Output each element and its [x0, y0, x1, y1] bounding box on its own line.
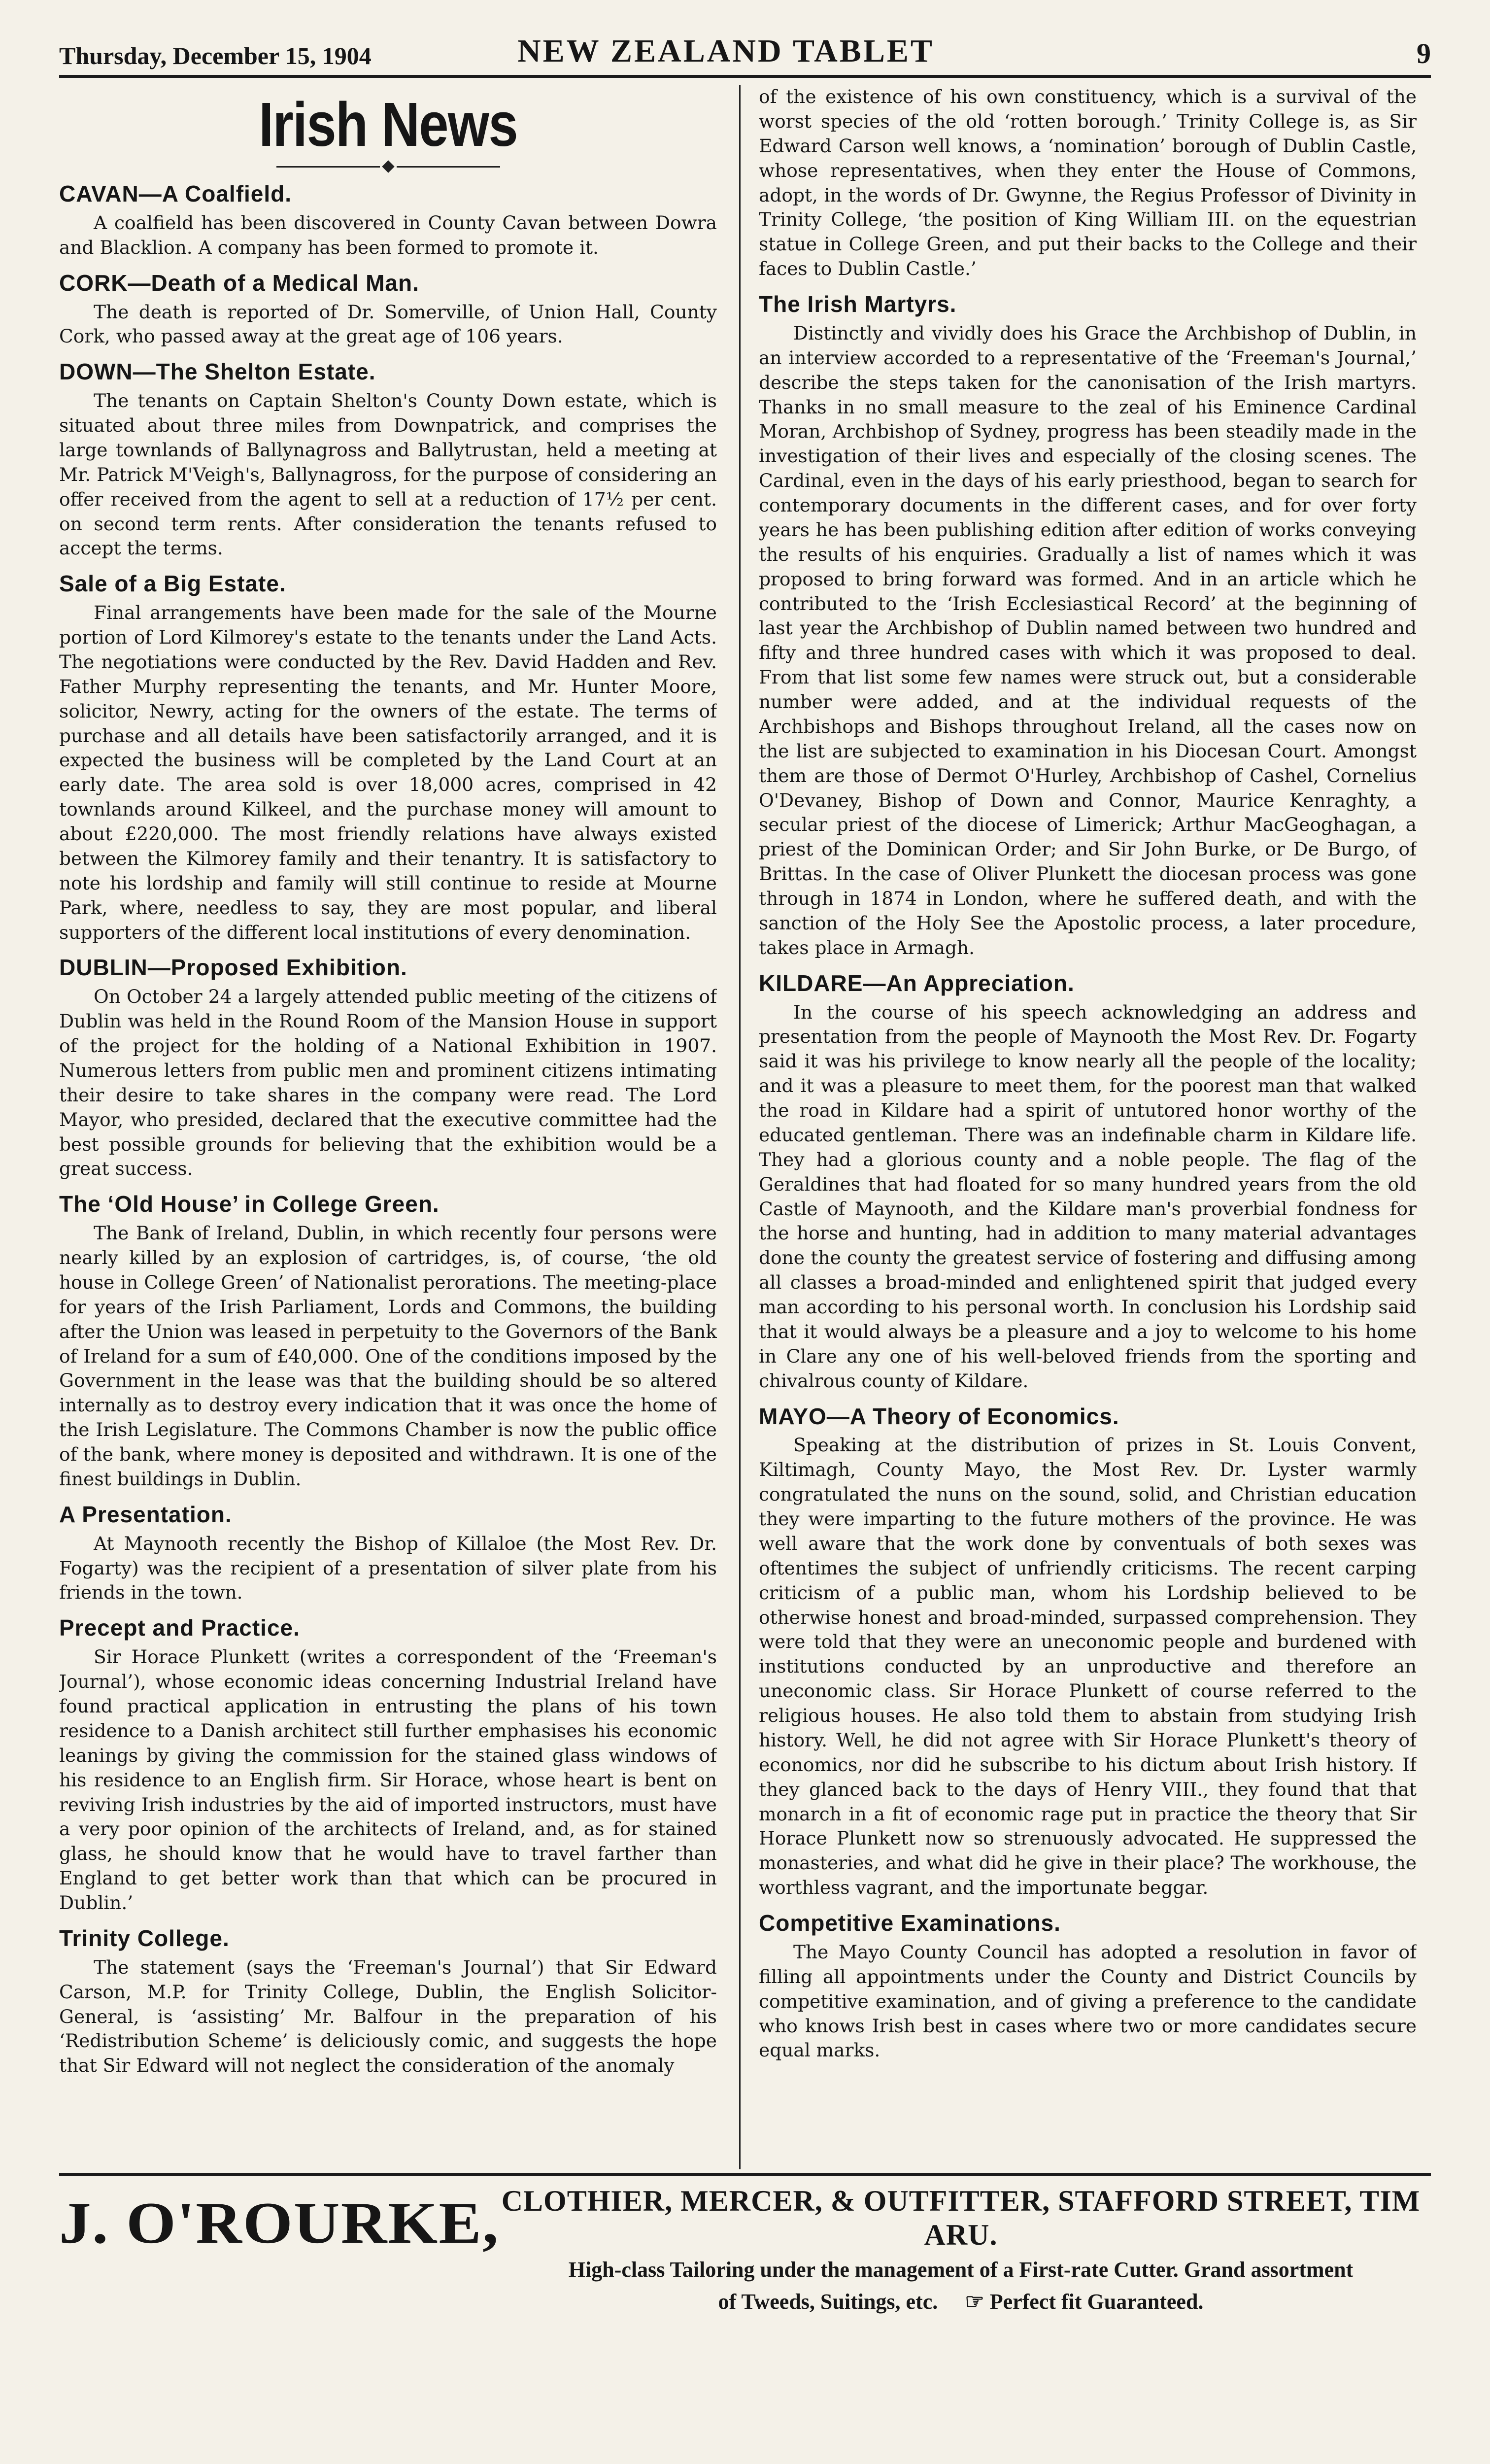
article-heading: DOWN—The Shelton Estate.: [59, 359, 376, 385]
newspaper-title: NEW ZEALAND TABLET: [517, 33, 934, 69]
issue-date: Thursday, December 15, 1904: [59, 42, 372, 69]
right-articles: [759, 85, 1417, 2063]
article-heading: MAYO—A Theory of Economics.: [759, 1403, 1119, 1429]
advert-line3-row: [493, 2287, 1429, 2316]
advert-line1: CLOTHIER, MERCER, & OUTFITTER, STAFFORD STREET, TIM ARU.: [501, 2185, 1421, 2251]
article-paragraph: of the existence of his own constituency, which is a survival of the worst species of the old ‘rotten borough.’ Trinity College is, as Sir Edward Carson well knows, a ‘nomination’ borough of Dublin Castle, whose representatives, when they enter the House of Commons, adopt, in the words of Dr. Gwynne, the Regius Professor of Divinity in Trinity College, ‘the position of King William III. on the equestrian statue in College Green, and put their backs to the College and their faces to Dublin Castle.’: [759, 86, 1417, 280]
section-title: Irish News: [259, 90, 517, 159]
article-paragraph: At Maynooth recently the Bishop of Killaloe (the Most Rev. Dr. Fogarty) was the recipient of a presentation of silver plate from his friends in the town.: [59, 1532, 717, 1604]
left-articles: [59, 181, 717, 2078]
advert-guarantee: Perfect fit Guaranteed.: [989, 2290, 1204, 2314]
advert-rule: [59, 2173, 1431, 2176]
article-paragraph: The death is reported of Dr. Somerville, of Union Hall, County Cork, who passed away at the great age of 106 years.: [59, 301, 717, 347]
article-paragraph: The tenants on Captain Shelton's County Down estate, which is situated about three miles from Downpatrick, and comprises the large townlands of Ballynagross and Ballytrustan, held a meeting at Mr. Patrick M'Veigh's, Ballynagross, for the purpose of considering an offer received from the agent to sell at a reduction of 17½ per cent. on second term rents. After consideration the tenants refused to accept the terms.: [59, 390, 717, 559]
left-column: [59, 85, 717, 2169]
article-paragraph: The statement (says the ‘Freeman's Journal’) that Sir Edward Carson, M.P. for Trinity College, Dublin, the English Solicitor-General, is ‘assisting’ Mr. Balfour in the preparation of his ‘Redistribution Scheme’ is deliciously comic, and suggests the hope that Sir Edward will not neglect the consideration of the anomaly: [59, 1956, 717, 2077]
article-paragraph: The Mayo County Council has adopted a resolution in favor of filling all appointments under the County and District Councils by competitive examination, and of giving a preference to the candidate who knows Irish best in cases where two or more candidates secure equal marks.: [759, 1941, 1417, 2061]
article-paragraph: On October 24 a largely attended public meeting of the citizens of Dublin was held in the Round Room of the Mansion House in support of the project for the holding of a National Exhibition in 1907. Numerous letters from public men and prominent citizens intimating their desire to take shares in the company were read. The Lord Mayor, who presided, declared that the executive committee had the best possible grounds for believing that the exhibition would be a great success.: [59, 986, 717, 1180]
article-heading: Competitive Examinations.: [759, 1910, 1061, 1936]
article-heading: Precept and Practice.: [59, 1615, 300, 1641]
masthead-rule: [59, 75, 1431, 78]
article-paragraph: A coalfield has been discovered in County Cavan between Dowra and Blacklion. A company has been formed to promote it.: [59, 211, 717, 258]
article-heading: Sale of a Big Estate.: [59, 571, 286, 597]
masthead: [59, 30, 1431, 70]
article-heading: DUBLIN—Proposed Exhibition.: [59, 955, 407, 981]
article-heading: KILDARE—An Appreciation.: [759, 970, 1075, 996]
article-heading: The Irish Martyrs.: [759, 291, 957, 317]
article-paragraph: Distinctly and vividly does his Grace the Archbishop of Dublin, in an interview accorded to a representative of the ‘Freeman's Journal,’ describe the steps taken for the canonisation of the Irish martyrs. Thanks in no small measure to the zeal of his Eminence Cardinal Moran, Archbishop of Sydney, progress has been steadily made in the investigation of their lives and especially of the closing scenes. The Cardinal, even in the days of his early priesthood, began to search for contemporary documents in the different cases, and for over forty years he has been publishing edition after edition of works conveying the results of his enquiries. Gradually a list of names which it was proposed to bring forward was formed. And in an article which he contributed to the ‘Irish Ecclesiastical Record’ at the beginning of last year the Archbishop of Dublin named between two hundred and fifty and three hundred cases with which it was proposed to deal. From that list some few names were struck out, but a considerable number were added, and at the individual requests of the Archbishops and Bishops throughout Ireland, all the cases now on the list are subjected to examination in his Diocesan Court. Amongst them are those of Dermot O'Hurley, Archbishop of Cashel, Cornelius O'Devaney, Bishop of Down and Connor, Maurice Kenraghty, a secular priest of the diocese of Limerick; Arthur MacGeoghagan, a priest of the Dominican Order; and Sir John Burke, or De Burgo, of Brittas. In the case of Oliver Plunkett the diocesan process was gone through in 1874 in London, where he suffered death, and with the sanction of the Holy See the Apostolic process, a later procedure, takes place in Armagh.: [759, 322, 1417, 958]
right-column: [759, 85, 1417, 2169]
article-heading: A Presentation.: [59, 1501, 232, 1527]
article-heading: CORK—Death of a Medical Man.: [59, 270, 419, 296]
article-paragraph: In the course of his speech acknowledging an address and presentation from the people of Maynooth the Most Rev. Dr. Fogarty said it was his privilege to know nearly all the people of the locality; and it was a pleasure to meet them, for the poorest man that walked the road in Kildare had a spirit of untutored honor worthy of the educated gentleman. There was an indefinable charm in Kildare life. They had a glorious county and a noble people. The flag of the Geraldines that had floated for so many hundred years from the old Castle of Maynooth, and the Kildare man's proverbial fondness for the horse and hunting, had in addition to many material advantages done the county the greatest service of fostering and diffusing among all classes a broad-minded and enlightened spirit that judged every man according to his personal worth. In conclusion his Lordship said that it would always be a pleasure and a joy to welcome to his home in Clare any one of his well-beloved friends from the sporting and chivalrous county of Kildare.: [759, 1001, 1417, 1392]
article-paragraph: Speaking at the distribution of prizes in St. Louis Convent, Kiltimagh, County Mayo, the Most Rev. Dr. Lyster warmly congratulated the nuns on the sound, solid, and Christian education they were imparting to the future mothers of the province. He was well aware that the work done by conventuals of both sexes was oftentimes the subject of unfriendly criticisms. The recent carping criticism of a public man, whom his Lordship believed to be otherwise honest and broad-minded, surpassed comprehension. They were told that they were an uneconomic people and burdened with institutions conducted by an unproductive and therefore an uneconomic class. Sir Horace Plunkett of course referred to the religious houses. He also told them to abstain from studying Irish history. Well, he did not agree with Sir Horace Plunkett's theory of economics, nor did he subscribe to his dictum about Irish history. If they glanced back to the days of Henry VIII., they found that that monarch in a fit of economic rage put in practice the theory that Sir Horace Plunkett now so strenuously advocated. He suppressed the monasteries, and what did he give in their place? The workhouse, the worthless vagrant, and the importunate beggar.: [759, 1434, 1417, 1899]
article-heading: CAVAN—A Coalfield.: [59, 181, 292, 206]
title-ornament: [59, 162, 717, 171]
newspaper-page: [59, 30, 1431, 2464]
advert-line3: of Tweeds, Suitings, etc.: [718, 2290, 938, 2314]
diamond-ornament-icon: [382, 160, 394, 172]
pointing-hand-icon: ☞: [965, 2290, 984, 2314]
article-heading: Trinity College.: [59, 1925, 230, 1951]
advertisement: [59, 2184, 1431, 2314]
page-number: 9: [1417, 37, 1431, 69]
article-paragraph: The Bank of Ireland, Dublin, in which recently four persons were nearly killed by an explosion of cartridges, is, of course, ‘the old house in College Green’ of Nationalist perorations. The meeting-place for years of the Irish Parliament, Lords and Commons, the building after the Union was leased in perpetuity to the Governors of the Bank of Ireland for a sum of £40,000. One of the conditions imposed by the Government in the lease was that the building should be so altered internally as to destroy every indication that it was once the home of the Irish Legislature. The Commons Chamber is now the public office of the bank, where money is deposited and withdrawn. It is one of the finest buildings in Dublin.: [59, 1222, 717, 1490]
article-paragraph: Final arrangements have been made for the sale of the Mourne portion of Lord Kilmorey's estate to the tenants under the Land Acts. The negotiations were conducted by the Rev. David Hadden and Rev. Father Murphy representing the tenants, and Mr. Hunter Moore, solicitor, Newry, acting for the owners of the estate. The terms of purchase and all details have been satisfactorily arranged, and it is expected the business will be completed by the Land Court at an early date. The area sold is over 18,000 acres, comprised in 42 townlands around Kilkeel, and the purchase money will amount to about £220,000. The most friendly relations have always existed between the Kilmorey family and their tenantry. It is satisfactory to note his lordship and family will still continue to reside at Mourne Park, where, needless to say, they are most popular, and liberal supporters of the different local institutions of every denomination.: [59, 602, 717, 943]
advertiser-name: J. O'ROURKE,: [59, 2190, 500, 2256]
article-heading: The ‘Old House’ in College Green.: [59, 1191, 440, 1217]
advert-line2: High-class Tailoring under the management of a First-rate Cutter. Grand assortment: [568, 2258, 1354, 2282]
advert-text: [493, 2184, 1429, 2317]
column-divider: [739, 85, 741, 2169]
article-paragraph: Sir Horace Plunkett (writes a correspondent of the ‘Freeman's Journal’), whose economic ideas concerning Industrial Ireland have found practical application in entrusting the plans of his town residence to a Danish architect still further emphasises his economic leanings by giving the commission for the stained glass windows of his residence to an English firm. Sir Horace, whose heart is bent on reviving Irish industries by the aid of imported instructors, must have a very poor opinion of the architects of Ireland, and, as for stained glass, he should know that he would have to travel farther than England to get better work than that which can be procured in Dublin.’: [59, 1646, 717, 1914]
